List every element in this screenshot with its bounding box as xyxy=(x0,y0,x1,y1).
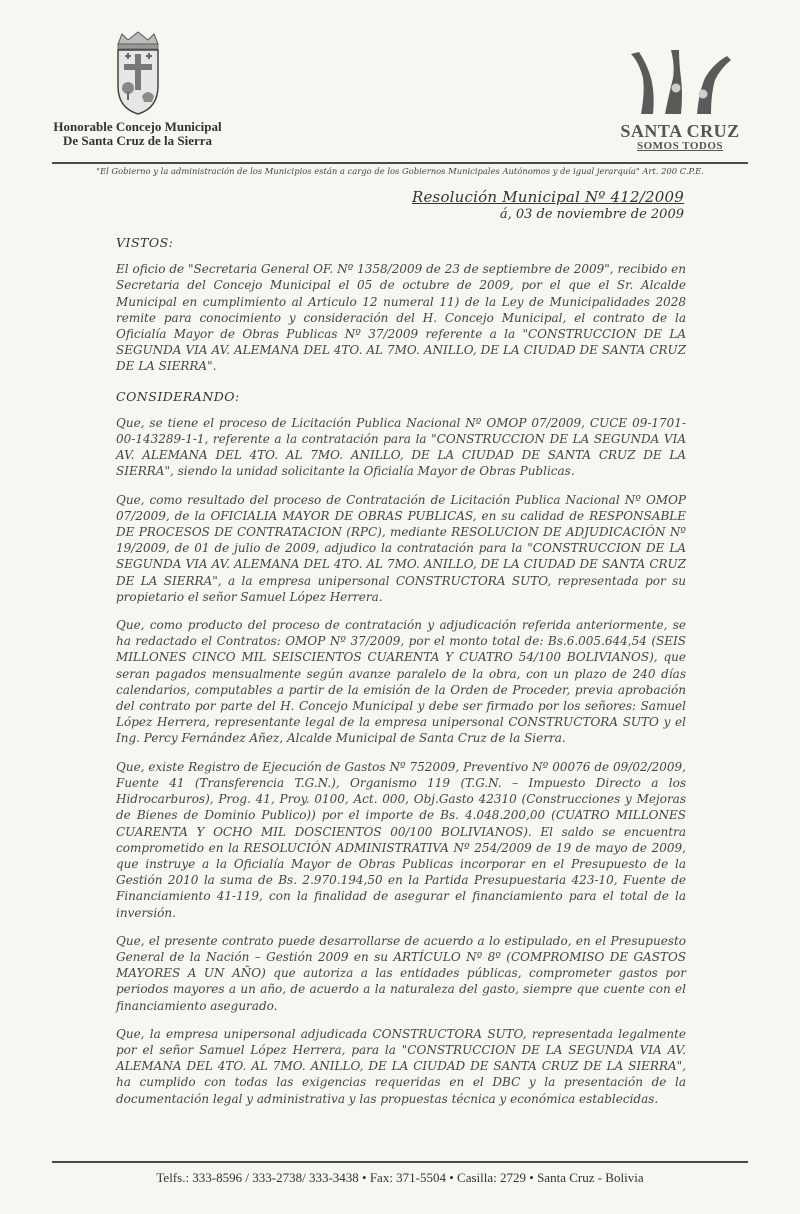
coat-of-arms-icon xyxy=(110,30,166,116)
logo-subtitle: SOMOS TODOS xyxy=(636,140,724,152)
council-header xyxy=(50,30,225,148)
considerando-paragraph: Que, se tiene el proceso de Licitación Publica Nacional Nº OMOP 07/2009, CUCE 09-1701-00-143289-1-1, referente a la contratación para la "CONSTRUCCION DE LA SEGUNDA VIA AV. ALEMANA DEL 4TO. AL 7MO. ANILLO, DE LA CIUDAD DE SANTA CRUZ DE LA SIERRA", siendo la unidad solicitante la Oficialía Mayor de Obras Publicas. xyxy=(116,415,686,479)
considerando-paragraph: Que, la empresa unipersonal adjudicada CONSTRUCTORA SUTO, representada legalmente por el señor Samuel López Herrera, para la "CONSTRUCCION DE LA SEGUNDA VIA AV. ALEMANA DEL 4TO. AL 7MO. ANILLO, DE LA CIUDAD DE SANTA CRUZ DE LA SIERRA", ha cumplido con todas las exigencias requeridas en el DBC y la presentación de la documentación legal y administrativa y las propuestas técnica y económica establecidas. xyxy=(116,1026,686,1106)
constitution-quote: "El Gobierno y la administración de los Municipios están a cargo de los Gobiernos Municipales Autónomos y de igual jerarquía" Art. 200 C.P.E. xyxy=(96,166,704,176)
resolution-title: Resolución Municipal Nº 412/2009 xyxy=(411,188,684,206)
considerando-paragraph: Que, existe Registro de Ejecución de Gastos Nº 752009, Preventivo Nº 00076 de 09/02/2009, Fuente 41 (Transferencia T.G.N.), Organismo 119 (T.G.N. – Impuesto Directo a los Hidrocarburos), Prog. 41, Proy. 0100, Act. 000, Obj.Gasto 42310 (Construcciones y Mejoras de Bienes de Dominio Publico)) por el importe de Bs. 4.048.200,00 (CUATRO MILLONES CUARENTA Y OCHO MIL DOSCIENTOS 00/100 BOLIVIANOS). El saldo se encuentra comprometido en la RESOLUCIÓN ADMINISTRATIVA Nº 254/2009 de 19 de mayo de 2009, que instruye a la Oficialía Mayor de Obras Publicas incorporar en el Presupuesto de la Gestión 2010 la suma de Bs. 2.970.194,50 en la Partida Presupuestaria 423-10, Fuente de Financiamiento 41-119, con la finalidad de asegurar el financiamiento para el total de la inversión. xyxy=(116,759,686,920)
footer-divider xyxy=(52,1161,748,1163)
considerando-heading: CONSIDERANDO: xyxy=(116,388,240,404)
logo-title: SANTA CRUZ xyxy=(620,121,740,141)
footer-contact: Telfs.: 333-8596 / 333-2738/ 333-3438 • Fax: 371-5504 • Casilla: 2729 • Santa Cruz - Bolivia xyxy=(156,1170,644,1185)
people-logo-icon xyxy=(625,48,735,118)
header-divider xyxy=(52,162,748,164)
document-body xyxy=(116,235,686,1119)
considerando-paragraph: Que, como producto del proceso de contratación y adjudicación referida anteriormente, se ha redactado el Contratos: OMOP Nº 37/2009, por el monto total de: Bs.6.005.644,54 (SEIS MILLONES CINCO MIL SEISCIENTOS CUARENTA Y CUATRO 54/100 BOLIVIANOS), que seran pagados mensualmente según avanze paralelo de la obra, con un plazo de 240 días calendarios, computables a partir de la emisión de la Orden de Proceder, previa aprobación del contrato por parte del H. Concejo Municipal y debe ser firmado por los señores: Samuel López Herrera, representante legal de la empresa unipersonal CONSTRUCTORA SUTO y el Ing. Percy Fernández Añez, Alcalde Municipal de Santa Cruz de la Sierra. xyxy=(116,618,686,746)
considerando-paragraph: Que, el presente contrato puede desarrollarse de acuerdo a lo estipulado, en el Presupuesto General de la Nación – Gestión 2009 en su ARTÍCULO Nº 8º (COMPROMISO DE GASTOS MAYORES A UN AÑO) que autoriza a las entidades públicas, comprometer gastos por periodos mayores a un año, de acuerdo a la naturaleza del gasto, siempre que cuente con el financiamiento asegurado. xyxy=(116,933,686,1013)
resolution-date: á, 03 de noviembre de 2009 xyxy=(499,207,684,222)
vistos-heading: VISTOS: xyxy=(116,235,174,250)
considerando-paragraph: Que, como resultado del proceso de Contratación de Licitación Publica Nacional Nº OMOP 07/2009, de la OFICIALIA MAYOR DE OBRAS PUBLICAS, en su calidad de RESPONSABLE DE PROCESOS DE CONTRATACION (RPC), mediante RESOLUCION DE ADJUDICACIÓN Nº 19/2009, de 01 de julio de 2009, adjudico la contratación para la "CONSTRUCCION DE LA SEGUNDA VIA AV. ALEMANA DEL 4TO. AL 7MO. ANILLO, DE LA CIUDAD DE SANTA CRUZ DE LA SIERRA", a la empresa unipersonal CONSTRUCTORA SUTO, representada por su propietario el señor Samuel López Herrera. xyxy=(116,492,686,604)
vistos-paragraph: El oficio de "Secretaria General OF. Nº 1358/2009 de 23 de septiembre de 2009", recibido en Secretaria del Concejo Municipal el 05 de octubre de 2009, por el que el Sr. Alcalde Municipal en cumplimiento al Articulo 12 numeral 11) de la Ley de Municipalidades 2028 remite para conocimiento y consideración del H. Concejo Municipal, el contrato de la Oficialía Mayor de Obras Publicas Nº 37/2009 referente a la "CONSTRUCCION DE LA SEGUNDA VIA AV. ALEMANA DEL 4TO. AL 7MO. ANILLO, DE LA CIUDAD DE SANTA CRUZ DE LA SIERRA". xyxy=(116,262,686,374)
council-name-line1: Honorable Concejo Municipal xyxy=(53,119,222,134)
santa-cruz-logo xyxy=(620,48,740,152)
council-name-line2: De Santa Cruz de la Sierra xyxy=(62,133,213,148)
